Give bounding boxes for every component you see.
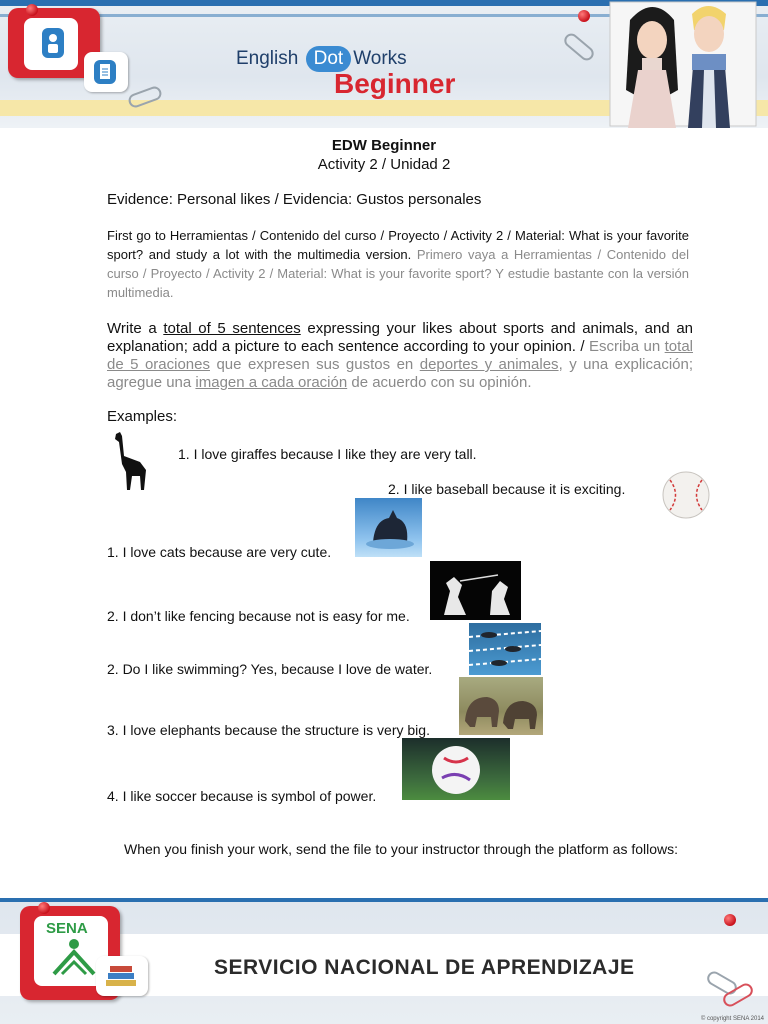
books-icon [104, 962, 140, 990]
fencing-image [430, 561, 521, 620]
footer-stripe [0, 898, 768, 902]
pushpin-icon [724, 914, 736, 926]
pushpin-icon [26, 4, 38, 16]
logo-level: Beginner [334, 68, 456, 99]
example-2: 2. I like baseball because it is exciting. [388, 481, 626, 497]
instructions-english: First go to Herramientas / Contenido del curso / Proyecto / Activity 2 / Material: What is your favorite sport? and study a lot with the multimedia version. [107, 228, 689, 262]
logo-works: Works [353, 48, 407, 69]
task-spanish: que expresen sus gustos en [216, 356, 414, 373]
user-icon [42, 28, 64, 58]
finish-paragraph: When you finish your work, send the file to your instructor through the platform as follows: [124, 841, 679, 857]
task-spanish-highlight: total de 5 oraciones [107, 338, 693, 373]
instructions-spanish: Primero vaya a Herramientas / Contenido del curso / Proyecto / Activity 2 / Material: What is your favorite sport? Y estudie bastante con la versión multimedia. [107, 247, 689, 300]
paperclip-icon [561, 31, 596, 64]
sena-logo-icon [50, 938, 98, 976]
sentence-4: 3. I love elephants because the structure is very big. [107, 722, 430, 738]
task-spanish-highlight: deportes y animales [419, 356, 559, 373]
evidence-heading: Evidence: Personal likes / Evidencia: Gustos personales [107, 191, 482, 208]
logo-english: English [236, 48, 299, 69]
sentence-3: 2. Do I like swimming? Yes, because I love de water. [107, 661, 433, 677]
instructions-paragraph [107, 226, 689, 302]
pushpin-icon [38, 902, 50, 914]
task-highlight: total of 5 sentences [163, 320, 301, 337]
swimming-image [469, 623, 541, 675]
examples-label: Examples: [107, 408, 178, 425]
page-subtitle: Activity 2 / Unidad 2 [317, 156, 451, 173]
sentence-5: 4. I like soccer because is symbol of power. [107, 788, 377, 804]
footer-banner [0, 898, 768, 1024]
giraffe-image [110, 430, 150, 492]
page-title: EDW Beginner [331, 137, 437, 154]
baseball-image [661, 470, 711, 520]
footer-title: SERVICIO NACIONAL DE APRENDIZAJE [214, 956, 635, 979]
header-banner [0, 0, 768, 128]
document-icon [94, 60, 116, 84]
pushpin-icon [578, 10, 590, 22]
task-spanish-highlight: imagen a cada oración [195, 374, 348, 391]
sena-logo-text: SENA [46, 920, 88, 937]
example-1: 1. I love giraffes because I like they are very tall. [178, 446, 477, 462]
elephants-image [459, 677, 543, 735]
task-spanish: Escriba un [589, 338, 661, 355]
soccer-image [402, 738, 510, 800]
logo-dot: Dot [306, 46, 352, 72]
task-text: Write a [107, 320, 157, 337]
characters-illustration [608, 0, 758, 128]
task-paragraph [107, 320, 693, 392]
task-text: expressing your likes about sports and animals, and an explanation; add a picture to each sentence according to your opinion. / [107, 320, 694, 355]
sentence-1: 1. I love cats because are very cute. [107, 544, 332, 560]
sentence-2: 2. I don’t like fencing because not is easy for me. [107, 608, 410, 624]
task-spanish: , y una explicación; agregue una [107, 356, 694, 391]
copyright-text: © copyright SENA 2014 [700, 1016, 764, 1022]
cat-image [355, 498, 422, 557]
task-spanish: de acuerdo con su opinión. [351, 374, 532, 391]
